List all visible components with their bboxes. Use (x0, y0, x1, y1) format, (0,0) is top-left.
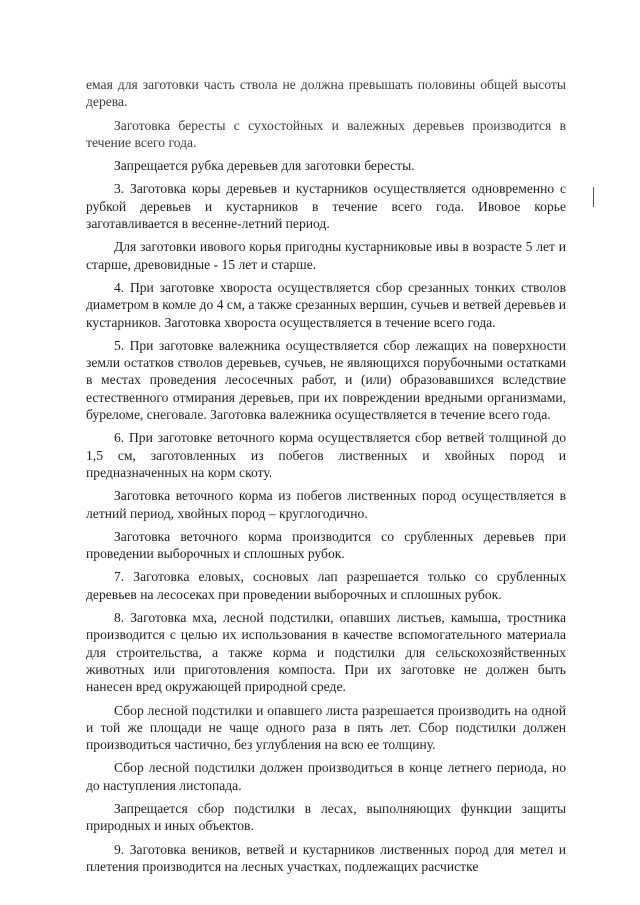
paragraph-birch-bark-ban: Запрещается рубка деревьев для заготовки бересты. (114, 158, 415, 174)
document-page (86, 76, 566, 881)
paragraph-litter-timing: Сбор лесной подстилки должен производиться в конце летнего периода, но до наступления листопада. (86, 760, 566, 793)
paragraph-birch-bark-harvest: Заготовка бересты с сухостойных и валежных деревьев производится в течение всего года. (86, 117, 566, 150)
paragraph-item-6: 6. При заготовке веточного корма осуществляется сбор ветвей толщиной до 1,5 см, заготовленных из побегов лиственных и хвойных пород и предназначенных на корм скоту. (86, 430, 566, 480)
paragraph-item-5: 5. При заготовке валежника осуществляется сбор лежащих на поверхности земли остатков стволов деревьев, сучьев, не являющихся порубочными остатками в местах проведения лесосечных работ, и (или) образовавшихся вследствие естественного отмирания деревьев, при их повреждении вредными организмами, буреломе, снеговале. Заготовка валежника осуществляется в течение всего года. (86, 337, 566, 423)
paragraph-continuation: емая для заготовки часть ствола не должна превышать половины общей высоты дерева. (86, 77, 566, 110)
paragraph-item-7: 7. Заготовка еловых, сосновых лап разрешается только со срубленных деревьев на лесосеках при проведении выборочных и сплошных рубок. (86, 569, 566, 602)
paragraph-branch-feed-season: Заготовка веточного корма из побегов лиственных пород осуществляется в летний период, хвойных пород – круглогодично. (86, 488, 566, 521)
paragraph-willow-bark: Для заготовки ивового корья пригодны кустарниковые ивы в возрасте 5 лет и старше, древовидные - 15 лет и старше. (86, 239, 566, 272)
paragraph-litter-frequency: Сбор лесной подстилки и опавшего листа разрешается производить на одной и той же площади не чаще одного раза в пять лет. Сбор подстилки должен производиться частично, без углубления на всю ее толщину. (86, 702, 566, 753)
paragraph-item-4: 4. При заготовке хвороста осуществляется сбор срезанных тонких стволов диаметром в комле до 4 см, а также срезанных вершин, сучьев и ветвей деревьев и кустарников. Заготовка хвороста осуществляется в течение всего года. (86, 279, 566, 330)
scan-artifact-mark (593, 187, 594, 207)
paragraph-item-3: 3. Заготовка коры деревьев и кустарников осуществляется одновременно с рубкой деревьев и кустарников в течение всего года. Ивовое корье заготавливается в весенне-летний период. (86, 181, 566, 232)
paragraph-litter-ban: Запрещается сбор подстилки в лесах, выполняющих функции защиты природных и иных объектов. (86, 800, 566, 834)
paragraph-item-8: 8. Заготовка мха, лесной подстилки, опавших листьев, камыша, тростника производится с целью их использования в качестве вспомогательного материала для строительства, а также корма и подстилки для сельскохозяйственных животных или приготовления компоста. При их заготовке не должен быть нанесен вред окружающей природной среде. (86, 610, 566, 695)
paragraph-item-9: 9. Заготовка веников, ветвей и кустарников лиственных пород для метел и плетения производится на лесных участках, подлежащих расчистке (86, 841, 566, 874)
paragraph-branch-feed-source: Заготовка веточного корма производится со срубленных деревьев при проведении выборочных и сплошных рубок. (86, 528, 566, 562)
